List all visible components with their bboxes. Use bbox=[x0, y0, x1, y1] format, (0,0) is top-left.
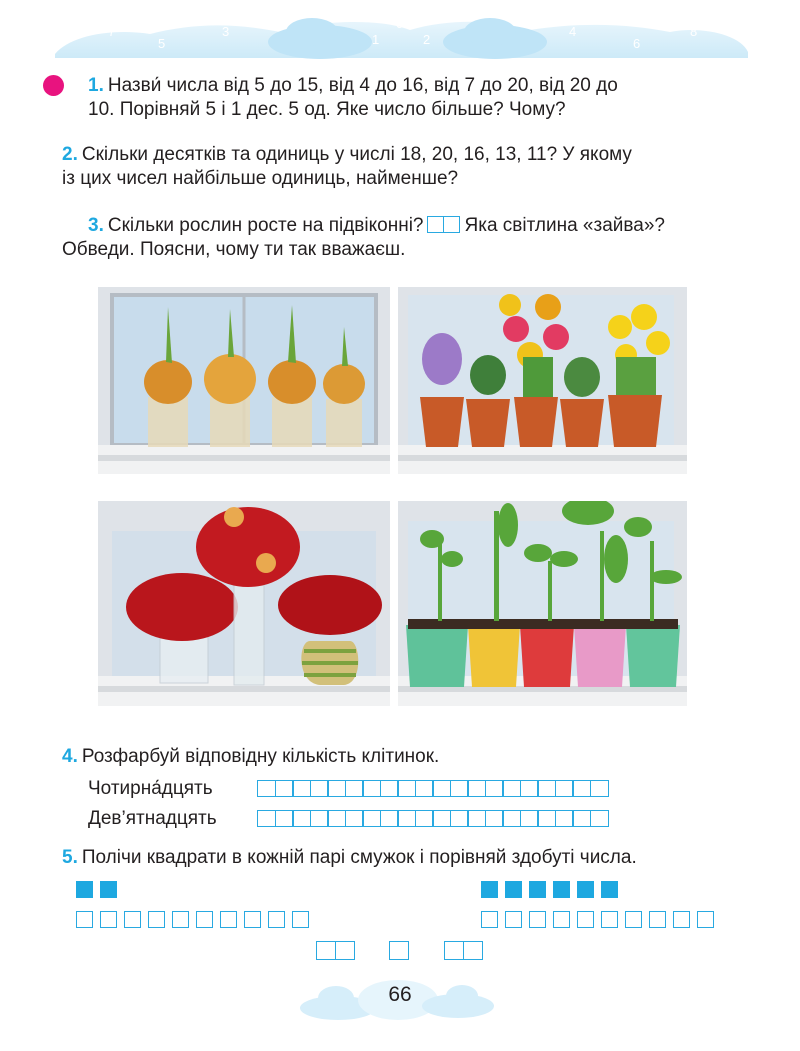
grid-cell[interactable] bbox=[537, 780, 556, 797]
grid-cell[interactable] bbox=[572, 810, 591, 827]
grid-cell[interactable] bbox=[397, 780, 416, 797]
coloring-grid-row2[interactable] bbox=[257, 810, 607, 828]
empty-square bbox=[148, 911, 165, 928]
grid-cell[interactable] bbox=[520, 780, 539, 797]
page-number: 66 bbox=[388, 983, 412, 1006]
grid-cell[interactable] bbox=[310, 780, 329, 797]
empty-square bbox=[172, 911, 189, 928]
task-5 bbox=[62, 846, 752, 870]
strip-right-bottom bbox=[481, 911, 721, 928]
grid-cell[interactable] bbox=[555, 810, 574, 827]
grid-cell[interactable] bbox=[432, 810, 451, 827]
header-number: 7 bbox=[108, 24, 116, 39]
task-4-label-row2: Дев’ятнадцять bbox=[88, 808, 217, 829]
filled-square bbox=[553, 881, 570, 898]
header-number: 2 bbox=[423, 32, 431, 47]
task-3-number: 3. bbox=[88, 215, 104, 236]
grid-cell[interactable] bbox=[345, 780, 364, 797]
empty-square bbox=[529, 911, 546, 928]
grid-cell[interactable] bbox=[572, 780, 591, 797]
grid-cell[interactable] bbox=[485, 810, 504, 827]
empty-square bbox=[481, 911, 498, 928]
grid-cell[interactable] bbox=[502, 810, 521, 827]
pink-bullet-icon bbox=[43, 75, 64, 96]
grid-cell[interactable] bbox=[432, 780, 451, 797]
task-4-label-row1: Чотирна́дцять bbox=[88, 778, 213, 799]
grid-cell[interactable] bbox=[590, 780, 609, 797]
task-2-text-line2: із цих чисел найбільше одиниць, найменше? bbox=[62, 168, 459, 189]
grid-cell[interactable] bbox=[450, 810, 469, 827]
grid-cell[interactable] bbox=[327, 780, 346, 797]
filled-square bbox=[76, 881, 93, 898]
empty-square bbox=[268, 911, 285, 928]
grid-cell[interactable] bbox=[555, 780, 574, 797]
empty-square bbox=[601, 911, 618, 928]
grid-cell[interactable] bbox=[327, 810, 346, 827]
grid-cell[interactable] bbox=[345, 810, 364, 827]
task-1-text-line2: 10. Порівняй 5 і 1 дес. 5 од. Яке число більше? Чому? bbox=[88, 99, 566, 120]
task-4-number: 4. bbox=[62, 746, 78, 767]
grid-cell[interactable] bbox=[502, 780, 521, 797]
photo-potted-flowers[interactable] bbox=[398, 287, 687, 474]
photo-onions[interactable] bbox=[98, 287, 390, 474]
grid-cell[interactable] bbox=[415, 780, 434, 797]
photo-roses[interactable] bbox=[98, 501, 390, 706]
task-5-number: 5. bbox=[62, 847, 78, 868]
grid-cell[interactable] bbox=[467, 780, 486, 797]
grid-cell[interactable] bbox=[257, 780, 276, 797]
empty-square bbox=[673, 911, 690, 928]
filled-square bbox=[100, 881, 117, 898]
filled-square bbox=[505, 881, 522, 898]
empty-square bbox=[553, 911, 570, 928]
task-4 bbox=[62, 745, 752, 769]
header-number: 3 bbox=[222, 24, 230, 39]
grid-cell[interactable] bbox=[590, 810, 609, 827]
grid-cell[interactable] bbox=[292, 810, 311, 827]
empty-square bbox=[697, 911, 714, 928]
empty-square bbox=[100, 911, 117, 928]
header-number: 0 bbox=[396, 16, 404, 31]
empty-square bbox=[196, 911, 213, 928]
grid-cell[interactable] bbox=[520, 810, 539, 827]
empty-square bbox=[292, 911, 309, 928]
empty-square bbox=[577, 911, 594, 928]
answer-box-right[interactable] bbox=[444, 941, 483, 960]
grid-cell[interactable] bbox=[292, 780, 311, 797]
grid-cell[interactable] bbox=[275, 780, 294, 797]
task-1 bbox=[88, 74, 752, 122]
task-2-number: 2. bbox=[62, 144, 78, 165]
strip-right-top bbox=[481, 881, 625, 898]
grid-cell[interactable] bbox=[362, 780, 381, 797]
grid-cell[interactable] bbox=[485, 780, 504, 797]
strip-left-top bbox=[76, 881, 124, 898]
filled-square bbox=[577, 881, 594, 898]
grid-cell[interactable] bbox=[415, 810, 434, 827]
grid-cell[interactable] bbox=[467, 810, 486, 827]
empty-square bbox=[124, 911, 141, 928]
strip-left-bottom bbox=[76, 911, 316, 928]
task-3-text-line2: Обведи. Поясни, чому ти так вважаєш. bbox=[62, 239, 406, 260]
filled-square bbox=[529, 881, 546, 898]
empty-square bbox=[625, 911, 642, 928]
grid-cell[interactable] bbox=[362, 810, 381, 827]
task-3-text-a: Скільки рослин росте на підвіконні? bbox=[107, 215, 424, 236]
coloring-grid-row1[interactable] bbox=[257, 780, 607, 798]
task-1-number: 1. bbox=[88, 75, 104, 96]
filled-square bbox=[601, 881, 618, 898]
grid-cell[interactable] bbox=[380, 810, 399, 827]
answer-box[interactable] bbox=[427, 216, 444, 233]
task-2-text-line1: Скільки десятків та одиниць у числі 18, 20, 16, 13, 11? У якому bbox=[81, 144, 632, 165]
empty-square bbox=[505, 911, 522, 928]
grid-cell[interactable] bbox=[275, 810, 294, 827]
header-number: 6 bbox=[633, 36, 641, 51]
grid-cell[interactable] bbox=[257, 810, 276, 827]
empty-square bbox=[220, 911, 237, 928]
grid-cell[interactable] bbox=[397, 810, 416, 827]
task-2 bbox=[62, 143, 752, 191]
answer-box[interactable] bbox=[443, 216, 460, 233]
empty-square bbox=[76, 911, 93, 928]
header-number: 4 bbox=[569, 24, 577, 39]
task-3-text-b: Яка світлина «зайва»? bbox=[464, 215, 665, 236]
photo-seedlings[interactable] bbox=[398, 501, 687, 706]
grid-cell[interactable] bbox=[310, 810, 329, 827]
task-4-text: Розфарбуй відповідну кількість клітинок. bbox=[81, 746, 440, 767]
task-5-text: Полічи квадрати в кожній парі смужок і порівняй здобуті числа. bbox=[81, 847, 637, 868]
task-1-text-line1: Назви́ числа від 5 до 15, від 4 до 16, від 7 до 20, від 20 до bbox=[107, 75, 618, 96]
header-number: 1 bbox=[372, 32, 380, 47]
grid-cell[interactable] bbox=[450, 780, 469, 797]
task-3 bbox=[62, 214, 752, 262]
grid-cell[interactable] bbox=[537, 810, 556, 827]
header-number: 8 bbox=[690, 24, 698, 39]
answer-box-left[interactable] bbox=[316, 941, 355, 960]
answer-box-compare[interactable] bbox=[389, 941, 409, 960]
filled-square bbox=[481, 881, 498, 898]
empty-square bbox=[244, 911, 261, 928]
header-number: 5 bbox=[158, 36, 166, 51]
empty-square bbox=[649, 911, 666, 928]
grid-cell[interactable] bbox=[380, 780, 399, 797]
